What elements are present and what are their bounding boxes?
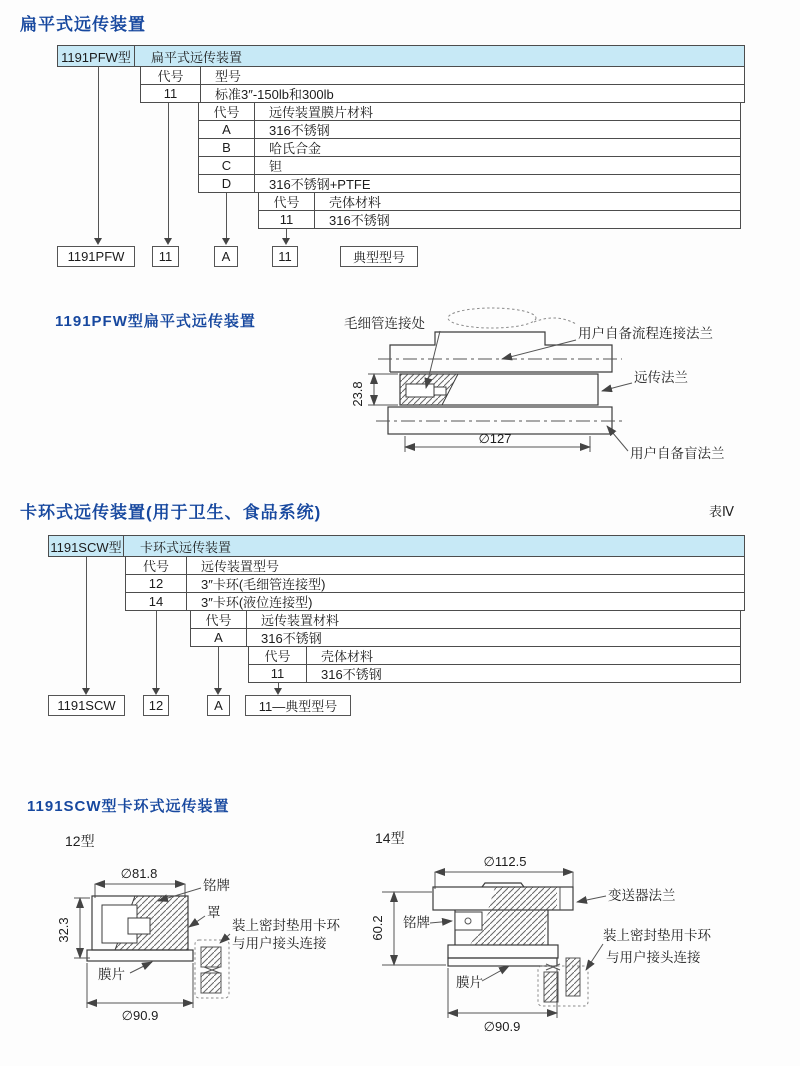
capillary-label: 毛细管连接处	[344, 316, 425, 331]
value-cell: 远传装置型号	[186, 556, 745, 575]
value-cell: 哈氏合金	[254, 138, 741, 157]
result-box-model: 1191PFW	[57, 246, 135, 267]
value-cell: 3″卡环(毛细管连接型)	[186, 574, 745, 593]
model-table-1191scw	[0, 535, 745, 683]
connector-line	[218, 647, 219, 688]
table-row	[0, 610, 745, 629]
arrow-down-icon	[82, 688, 90, 695]
type14-drawing	[370, 840, 770, 1052]
capillary-fitting	[406, 384, 434, 397]
result-box-code1: 11	[152, 246, 179, 267]
arrow-down-icon	[282, 238, 290, 245]
model-cell: 1191SCW型	[48, 535, 124, 557]
type12-drawing	[40, 850, 370, 1035]
code-cell: B	[198, 138, 255, 157]
clamp-bolt-symbol	[204, 967, 220, 973]
leader-line	[130, 962, 152, 973]
diaphragm-label: 膜片	[456, 975, 483, 990]
cover-label: 罩	[207, 905, 221, 920]
code-cell: 11	[248, 664, 307, 683]
table-rows	[0, 66, 745, 229]
table-row	[0, 120, 745, 139]
type14-label: 14型	[375, 830, 405, 846]
result-box-code3: 11	[272, 246, 298, 267]
dim-dia90-9: ∅90.9	[483, 1019, 521, 1034]
dim-32-3: 32.3	[56, 917, 71, 943]
value-cell: 标准3″-150lb和300lb	[200, 84, 745, 103]
code-cell: 代号	[125, 556, 187, 575]
clamp-label-line2: 与用户接头连接	[232, 936, 327, 951]
value-cell: 316不锈钢+PTFE	[254, 174, 741, 193]
clamp-label-line1: 装上密封垫用卡环	[232, 918, 340, 933]
code-cell: D	[198, 174, 255, 193]
code-cell: 代号	[198, 102, 255, 121]
flange-lip	[87, 950, 193, 961]
section2-title: 卡环式远传装置(用于卫生、食品系统)	[20, 503, 322, 522]
value-cell: 316不锈钢	[314, 210, 741, 229]
arrow-down-icon	[222, 238, 230, 245]
leader-line	[607, 426, 628, 451]
connector-line	[98, 66, 99, 238]
table-row	[0, 210, 745, 229]
clamp-label-line1: 装上密封垫用卡环	[603, 928, 711, 943]
type12-label: 12型	[65, 833, 95, 849]
capillary-stub	[434, 387, 446, 395]
code-cell: C	[198, 156, 255, 175]
leader-line	[602, 383, 632, 391]
leader-line	[482, 966, 509, 981]
table-title-cell: 扁平式远传装置	[134, 45, 745, 67]
arrow-down-icon	[152, 688, 160, 695]
table-row	[0, 592, 745, 611]
blind-flange-label: 用户自备盲法兰	[630, 446, 725, 461]
value-cell: 型号	[200, 66, 745, 85]
table-row	[0, 628, 745, 647]
section1-title: 扁平式远传装置	[20, 15, 146, 34]
arrow-down-icon	[94, 238, 102, 245]
diaphragm-lip	[448, 958, 557, 966]
table-row	[0, 664, 745, 683]
dim-dia81-8: ∅81.8	[120, 866, 158, 881]
table-row	[0, 84, 745, 103]
arrow-down-icon	[164, 238, 172, 245]
table-row	[0, 156, 745, 175]
code-cell: 代号	[248, 646, 307, 665]
code-cell: A	[190, 628, 247, 647]
table-header-row	[0, 45, 745, 67]
dim-23-8: 23.8	[350, 381, 365, 407]
dim-dia90-9: ∅90.9	[121, 1008, 159, 1023]
connector-line	[286, 229, 287, 238]
table-rows	[0, 556, 745, 683]
value-cell: 壳体材料	[306, 646, 741, 665]
code-cell: 代号	[140, 66, 201, 85]
table-iv-tag: 表Ⅳ	[709, 504, 734, 519]
clamp-seal-right	[566, 958, 580, 996]
value-cell: 远传装置材料	[246, 610, 741, 629]
leader-line	[502, 340, 576, 359]
connector-line	[156, 611, 157, 688]
model-table-1191pfw	[0, 45, 745, 229]
value-cell: 316不锈钢	[254, 120, 741, 139]
value-cell: 316不锈钢	[246, 628, 741, 647]
arrow-down-icon	[214, 688, 222, 695]
dim-dia112-5: ∅112.5	[483, 854, 527, 869]
table-row	[0, 174, 745, 193]
drawing2-title: 1191SCW型卡环式远传装置	[27, 798, 230, 815]
nameplate-plate	[455, 912, 482, 930]
table-row	[0, 556, 745, 575]
result-box-model: 1191SCW	[48, 695, 125, 716]
value-cell: 3″卡环(液位连接型)	[186, 592, 745, 611]
table-row	[0, 102, 745, 121]
result-box-code2: A	[214, 246, 238, 267]
value-cell: 316不锈钢	[306, 664, 741, 683]
table-row	[0, 66, 745, 85]
clamp-bolt-symbol	[546, 964, 560, 970]
code-cell: 14	[125, 592, 187, 611]
leader-line	[586, 944, 603, 970]
drawing1-title: 1191PFW型扁平式远传装置	[55, 313, 256, 330]
connector-line	[86, 557, 87, 688]
clamp-seal-lower	[201, 973, 221, 993]
clamp-label-line2: 与用户接头连接	[606, 950, 701, 965]
value-cell: 钽	[254, 156, 741, 175]
process-flange-label: 用户自备流程连接法兰	[578, 326, 713, 341]
leader-line	[189, 916, 205, 927]
table-row	[0, 192, 745, 211]
clamp-seal-left	[544, 972, 558, 1002]
code-cell: 11	[258, 210, 315, 229]
leader-line	[577, 896, 606, 902]
result-note-box: 典型型号	[340, 246, 418, 267]
code-cell: 11	[140, 84, 201, 103]
pfw-drawing	[330, 302, 795, 467]
dim-60-2: 60.2	[370, 915, 385, 941]
code-cell: 代号	[190, 610, 247, 629]
leader-line	[220, 934, 230, 943]
nameplate-label: 铭牌	[203, 878, 230, 893]
table-header-row	[0, 535, 745, 557]
dim-dia127: ∅127	[478, 431, 512, 446]
value-cell: 壳体材料	[314, 192, 741, 211]
flange-hatched-section	[488, 887, 557, 910]
capillary-coil-line	[534, 318, 576, 324]
table-title-cell: 卡环式远传装置	[123, 535, 745, 557]
arrow-down-icon	[274, 688, 282, 695]
code-cell: 代号	[258, 192, 315, 211]
code-cell: A	[198, 120, 255, 139]
result-box-code2: A	[207, 695, 230, 716]
transmitter-flange-label: 变送器法兰	[608, 888, 676, 903]
result-box-typical: 11—典型型号	[245, 695, 351, 716]
nameplate-label: 铭牌	[403, 915, 430, 930]
table-row	[0, 574, 745, 593]
diaphragm-label: 膜片	[98, 967, 125, 982]
connector-line	[226, 193, 227, 238]
capillary-coil	[448, 308, 536, 328]
value-cell: 远传装置膜片材料	[254, 102, 741, 121]
table-row	[0, 138, 745, 157]
table-row	[0, 646, 745, 665]
remote-flange-label: 远传法兰	[634, 370, 688, 385]
inner-fitting	[128, 918, 150, 934]
lower-lip	[448, 945, 558, 958]
connector-line	[168, 103, 169, 238]
result-box-code1: 12	[143, 695, 169, 716]
clamp-seal-upper	[201, 947, 221, 967]
model-cell: 1191PFW型	[57, 45, 135, 67]
code-cell: 12	[125, 574, 187, 593]
leader-line	[430, 921, 452, 923]
